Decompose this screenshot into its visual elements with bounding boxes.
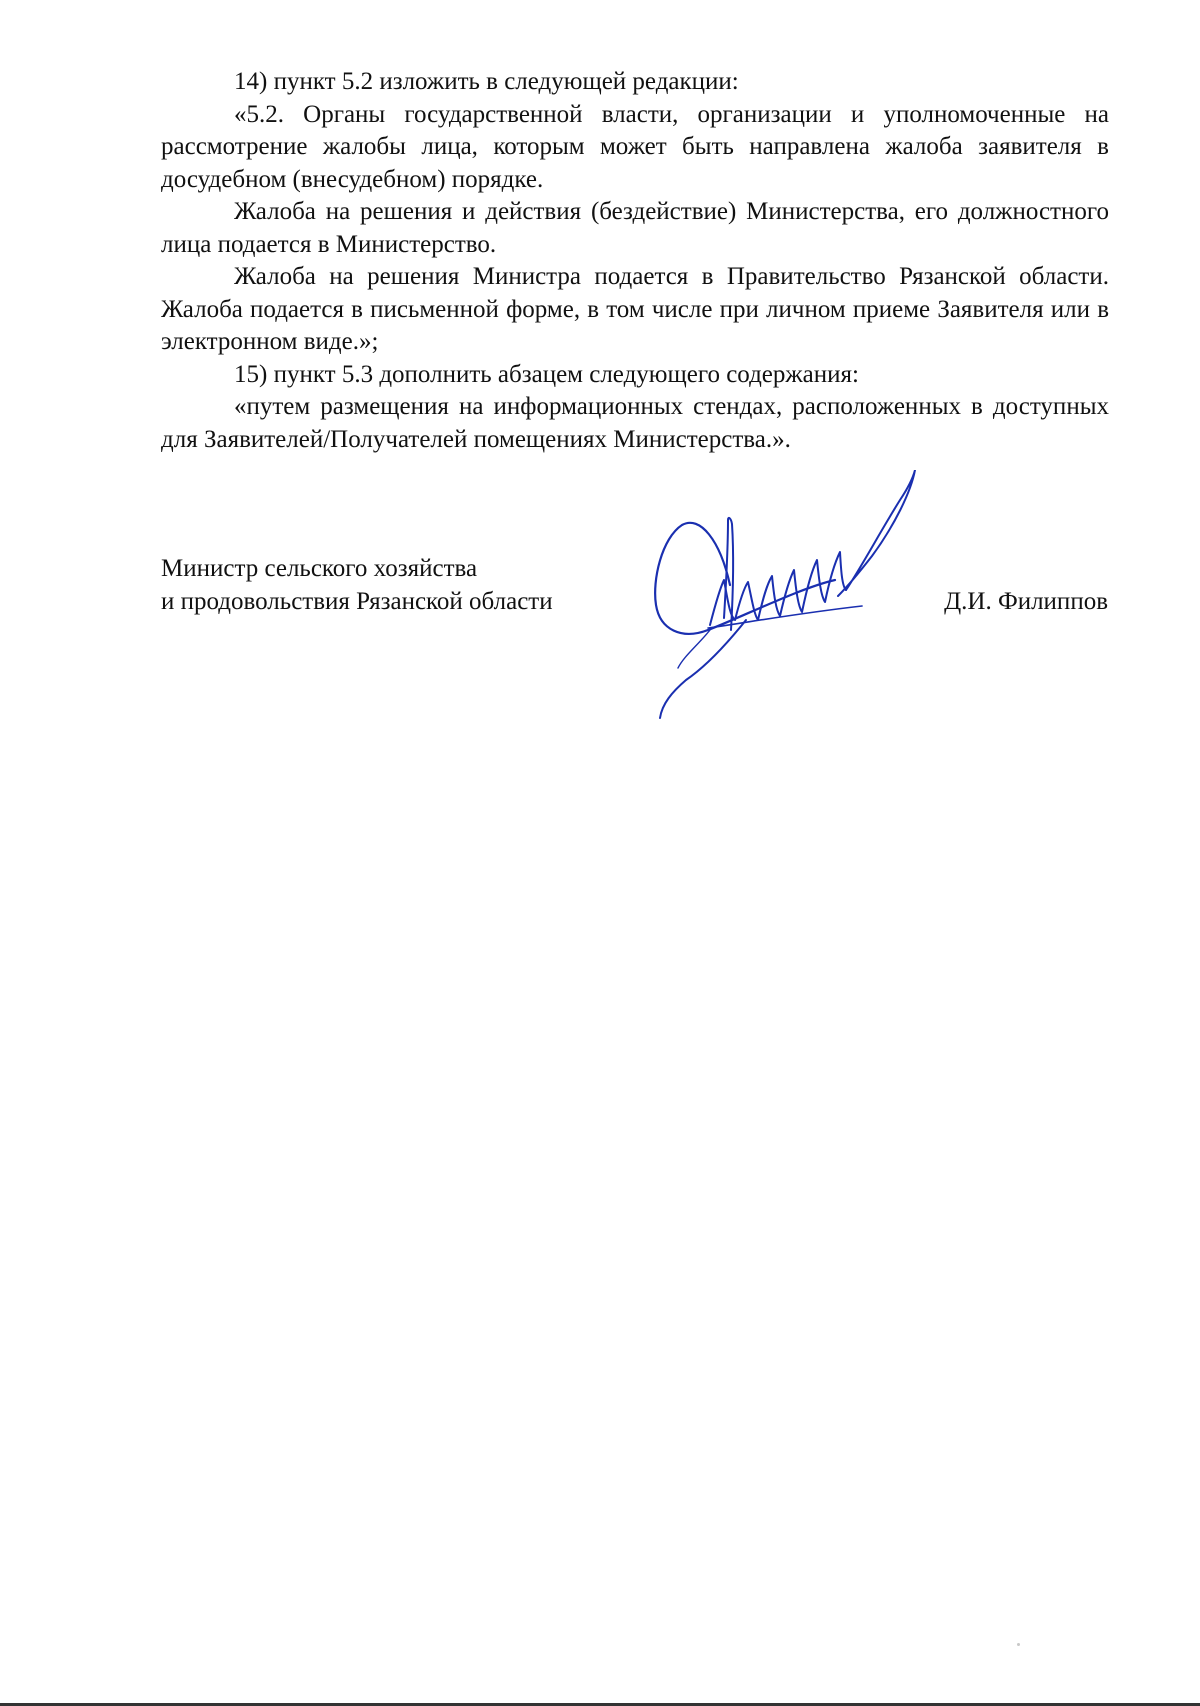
paragraph-item-14: 14) пункт 5.2 изложить в следующей редакции: <box>234 68 739 95</box>
document-body <box>161 66 1109 456</box>
paragraph-item-15: 15) пункт 5.3 дополнить абзацем следующего содержания: <box>234 360 859 388</box>
signatory-title-line-1: Министр сельского хозяйства <box>161 555 478 582</box>
paragraph-5-2-organs: «5.2. Органы государственной власти, организации и уполномоченные на рассмотрение жалобы лица, которым может быть направлена жалоба заявителя в досудебном (внесудебном) порядке. <box>161 100 1109 193</box>
signatory-title-line-2: и продовольствия Рязанской области <box>161 587 553 615</box>
signer-name: Д.И. Филиппов <box>944 588 1108 615</box>
scan-speck <box>1017 1643 1020 1646</box>
paragraph-complaint-minister: Жалоба на решения Министра подается в Правительство Рязанской области. Жалоба подается в письменной форме, в том числе при личном приеме Заявителя или в электронном виде.»; <box>161 263 1109 355</box>
signatory-title <box>161 553 553 618</box>
handwritten-signature <box>650 470 940 740</box>
paragraph-stands: «путем размещения на информационных стендах, расположенных в доступных для Заявителей/Получателей помещениях Министерства.». <box>161 393 1109 453</box>
paragraph-complaint-ministry: Жалоба на решения и действия (бездействие) Министерства, его должностного лица подается в Министерство. <box>161 198 1109 258</box>
